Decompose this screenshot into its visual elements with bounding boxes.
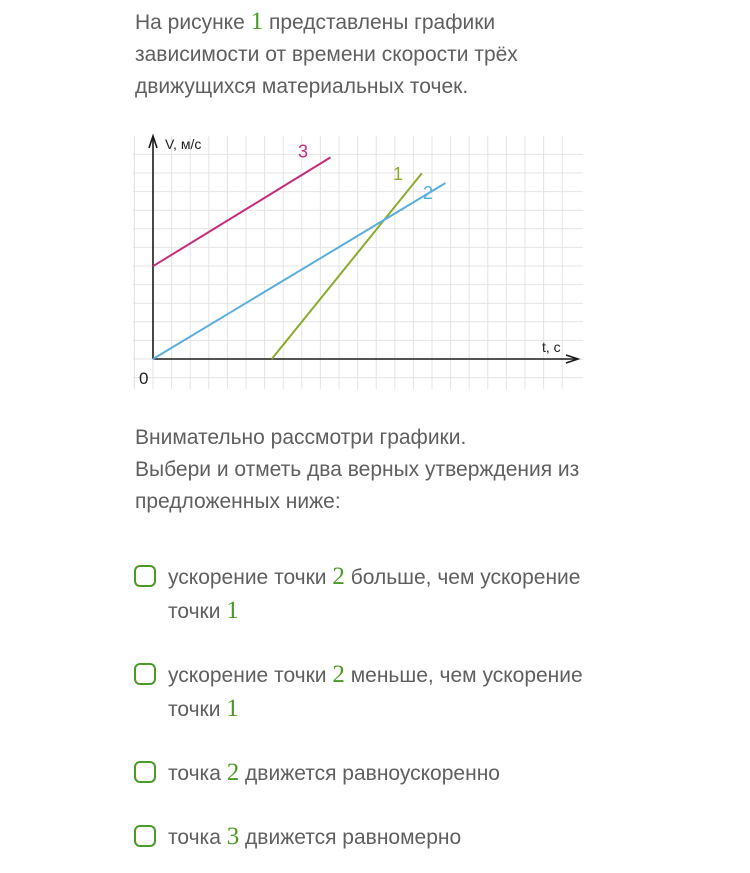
origin-label: 0 <box>139 369 149 388</box>
velocity-time-chart <box>133 130 583 392</box>
option-2-number-2: 1 <box>226 695 239 722</box>
figure-number: 1 <box>250 8 264 35</box>
series-label-2: 2 <box>422 183 434 203</box>
series-line-2 <box>153 183 446 359</box>
option-4-number: 3 <box>226 823 240 850</box>
option-1[interactable] <box>134 560 634 628</box>
option-2-text-a: ускорение точки <box>168 664 333 687</box>
intro-text-start: На рисунке <box>135 11 251 34</box>
checkbox-3[interactable] <box>134 761 156 783</box>
option-1-text[interactable] <box>168 560 608 628</box>
series-label-1: 1 <box>392 163 404 184</box>
option-2-text[interactable] <box>168 658 608 726</box>
option-4-text-a: точка <box>168 826 227 849</box>
checkbox-1[interactable] <box>134 565 156 587</box>
x-axis-label: t, c <box>542 339 561 355</box>
option-2-number-1: 2 <box>332 661 345 688</box>
option-3-text[interactable] <box>168 756 608 790</box>
option-3-text-b: движется равноускоренно <box>239 762 500 785</box>
option-4-text-b: движется равномерно <box>239 826 462 849</box>
instructions-line-2: Выбери и отметь два верных утверждения из предложенных ниже: <box>135 458 580 513</box>
option-2-text-b: меньше, чем ускорение точки <box>168 664 583 721</box>
option-3-number: 2 <box>226 759 240 786</box>
series-line-3 <box>153 157 331 266</box>
option-1-number-2: 1 <box>226 597 239 624</box>
checkbox-2[interactable] <box>134 663 156 685</box>
series-label-3: 3 <box>297 141 309 162</box>
instructions-line-1: Внимательно рассмотри графики. <box>135 426 467 449</box>
intro-text-end: представлены графики зависимости от времени скорости трёх движущихся материальных точек. <box>135 11 518 98</box>
chart-svg <box>133 130 583 392</box>
option-1-number-1: 2 <box>332 563 345 590</box>
option-4[interactable] <box>134 820 634 854</box>
y-axis-label: V, м/с <box>165 136 202 152</box>
option-3-text-a: точка <box>168 762 227 785</box>
option-3[interactable] <box>134 756 634 790</box>
option-4-text[interactable] <box>168 820 608 854</box>
option-1-text-a: ускорение точки <box>168 566 333 589</box>
task-intro <box>135 6 615 103</box>
option-2[interactable] <box>134 658 634 726</box>
instructions <box>135 422 615 518</box>
option-1-text-b: больше, чем ускорение точки <box>168 566 581 623</box>
checkbox-4[interactable] <box>134 825 156 847</box>
